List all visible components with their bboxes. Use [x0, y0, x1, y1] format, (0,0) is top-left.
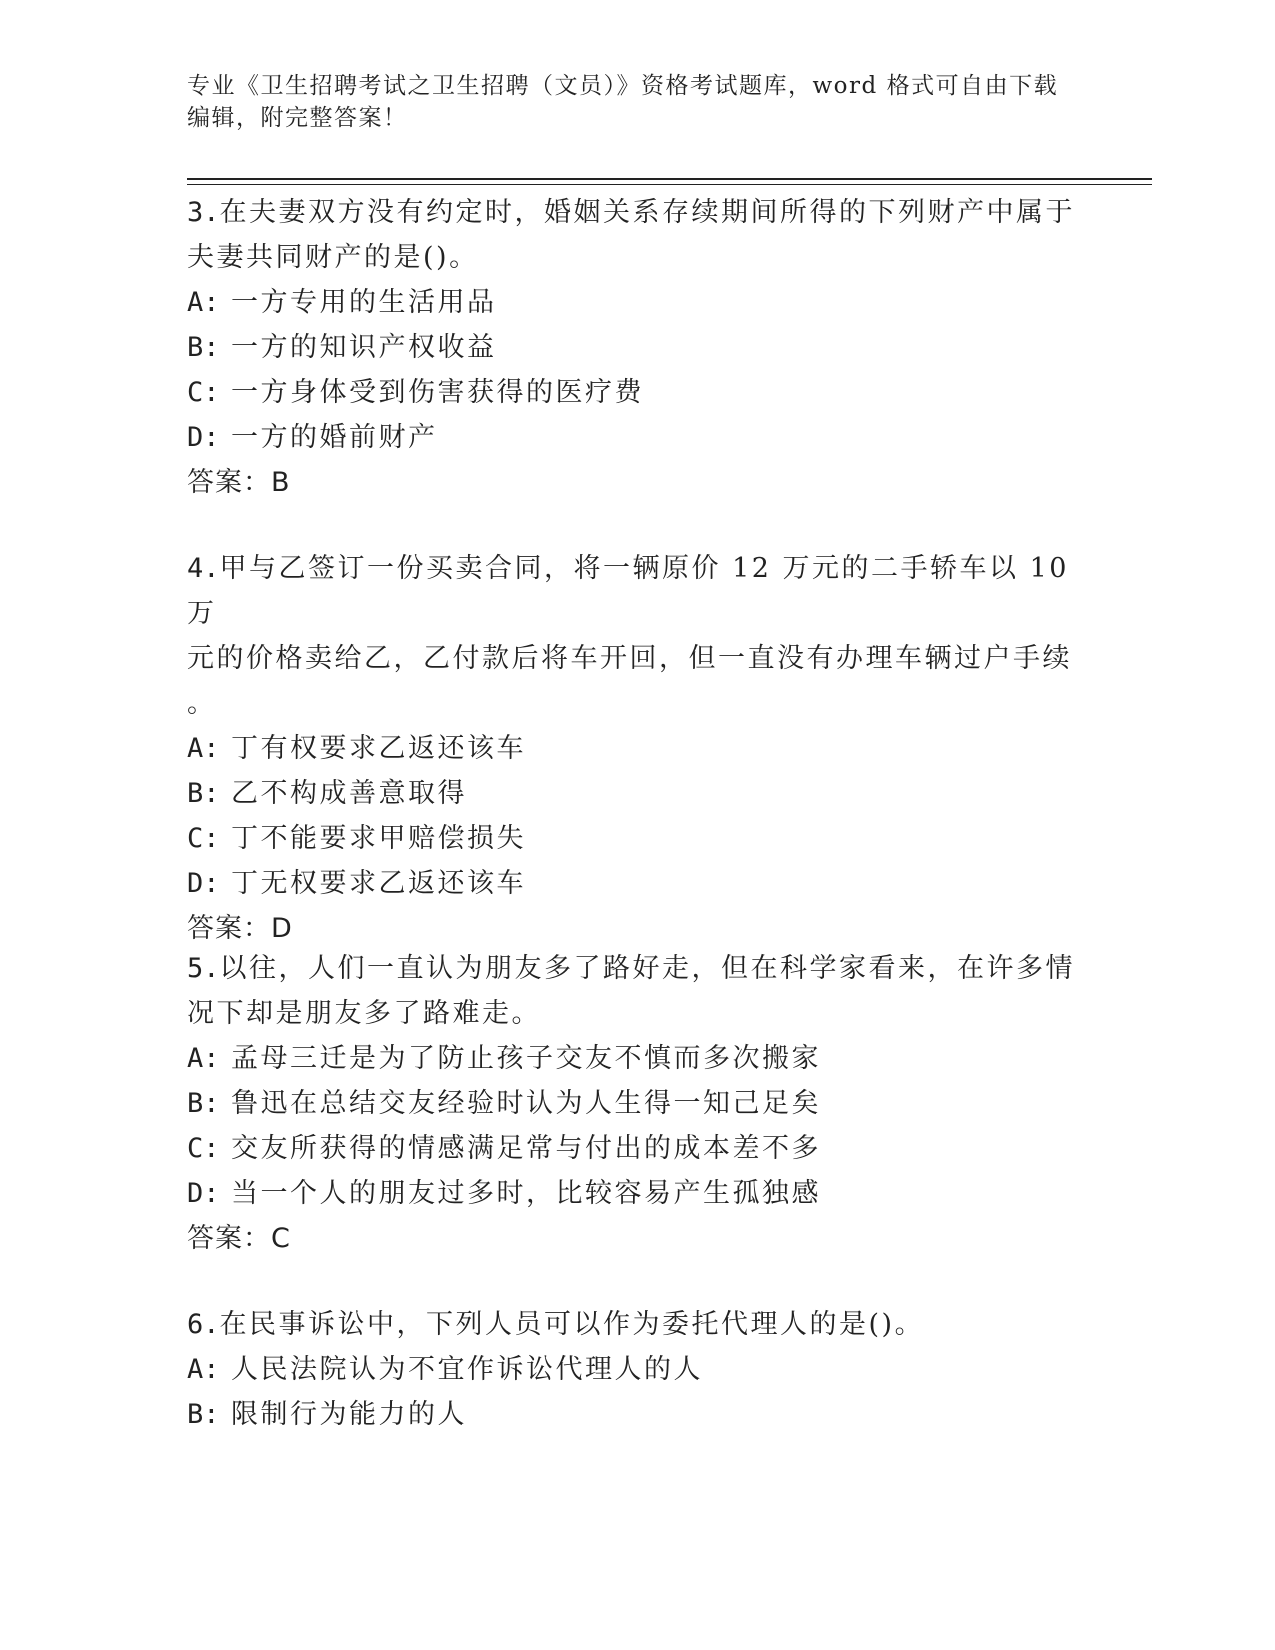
question-stem: [187, 190, 1087, 235]
option-text: 鲁迅在总结交友经验时认为人生得一知己足矣: [231, 1088, 821, 1119]
option-text: 孟母三迁是为了防止孩子交友不慎而多次搬家: [231, 1043, 821, 1074]
question-stem-line-1: 在夫妻双方没有约定时，婚姻关系存续期间所得的下列财产中属于: [219, 197, 1076, 228]
option-c: [187, 370, 1087, 415]
option-a: [187, 280, 1087, 325]
option-text: 一方的婚前财产: [231, 422, 438, 453]
question-6: [187, 1302, 1087, 1437]
document-intro: [187, 70, 1087, 134]
option-letter: A:: [187, 733, 220, 764]
option-a: [187, 1347, 1087, 1392]
option-letter: B:: [187, 1399, 220, 1430]
option-letter: B:: [187, 332, 220, 363]
option-letter: A:: [187, 287, 220, 318]
option-c: [187, 1126, 1087, 1171]
header-divider-thick: [187, 178, 1152, 180]
question-number: 5.: [187, 953, 220, 984]
option-b: [187, 1392, 1087, 1437]
question-stem-line-2: 夫妻共同财产的是()。: [187, 242, 479, 273]
intro-line-2: 编辑，附完整答案！: [187, 105, 408, 131]
question-number: 6.: [187, 1309, 220, 1340]
option-text: 一方专用的生活用品: [231, 287, 497, 318]
question-3: [187, 190, 1087, 505]
option-letter: B:: [187, 778, 220, 809]
option-d: [187, 415, 1087, 460]
option-a: [187, 1036, 1087, 1081]
option-letter: D:: [187, 868, 220, 899]
option-c: [187, 816, 1087, 861]
question-stem-line-1: 在民事诉讼中，下列人员可以作为委托代理人的是()。: [219, 1309, 925, 1340]
question-number: 4.: [187, 553, 220, 584]
header-divider-thin: [187, 184, 1152, 185]
option-d: [187, 1171, 1087, 1216]
option-text: 丁不能要求甲赔偿损失: [231, 823, 526, 854]
option-letter: D:: [187, 422, 220, 453]
question-stem: [187, 546, 1087, 636]
option-b: [187, 325, 1087, 370]
question-4: [187, 546, 1087, 951]
option-b: [187, 1081, 1087, 1126]
option-a: [187, 726, 1087, 771]
option-text: 限制行为能力的人: [231, 1399, 467, 1430]
option-b: [187, 771, 1087, 816]
answer-line: 答案：D: [187, 913, 293, 944]
option-text: 丁有权要求乙返还该车: [231, 733, 526, 764]
question-number: 3.: [187, 197, 220, 228]
question-stem-line-2: 元的价格卖给乙，乙付款后将车开回，但一直没有办理车辆过户手续: [187, 643, 1072, 674]
option-letter: C:: [187, 377, 220, 408]
option-text: 一方身体受到伤害获得的医疗费: [231, 377, 644, 408]
question-stem: [187, 1302, 1087, 1347]
option-letter: D:: [187, 1178, 220, 1209]
option-letter: C:: [187, 1133, 220, 1164]
question-stem-line-1: 以往，人们一直认为朋友多了路好走，但在科学家看来，在许多情: [219, 953, 1076, 984]
option-letter: A:: [187, 1354, 220, 1385]
question-stem-line-3: 。: [187, 688, 217, 719]
answer-line: 答案：C: [187, 1223, 291, 1254]
option-text: 人民法院认为不宜作诉讼代理人的人: [231, 1354, 703, 1385]
question-stem-line-1: 甲与乙签订一份买卖合同，将一辆原价 12 万元的二手轿车以 10 万: [187, 553, 1069, 629]
question-5: [187, 946, 1087, 1261]
option-text: 乙不构成善意取得: [231, 778, 467, 809]
option-letter: A:: [187, 1043, 220, 1074]
intro-line-1: 专业《卫生招聘考试之卫生招聘（文员）》资格考试题库，word 格式可自由下载: [187, 73, 1059, 99]
answer-line: 答案：B: [187, 467, 291, 498]
option-d: [187, 861, 1087, 906]
option-letter: B:: [187, 1088, 220, 1119]
option-text: 丁无权要求乙返还该车: [231, 868, 526, 899]
option-text: 当一个人的朋友过多时，比较容易产生孤独感: [231, 1178, 821, 1209]
option-letter: C:: [187, 823, 220, 854]
question-stem-line-2: 况下却是朋友多了路难走。: [187, 998, 541, 1029]
option-text: 一方的知识产权收益: [231, 332, 497, 363]
question-stem: [187, 946, 1087, 991]
option-text: 交友所获得的情感满足常与付出的成本差不多: [231, 1133, 821, 1164]
